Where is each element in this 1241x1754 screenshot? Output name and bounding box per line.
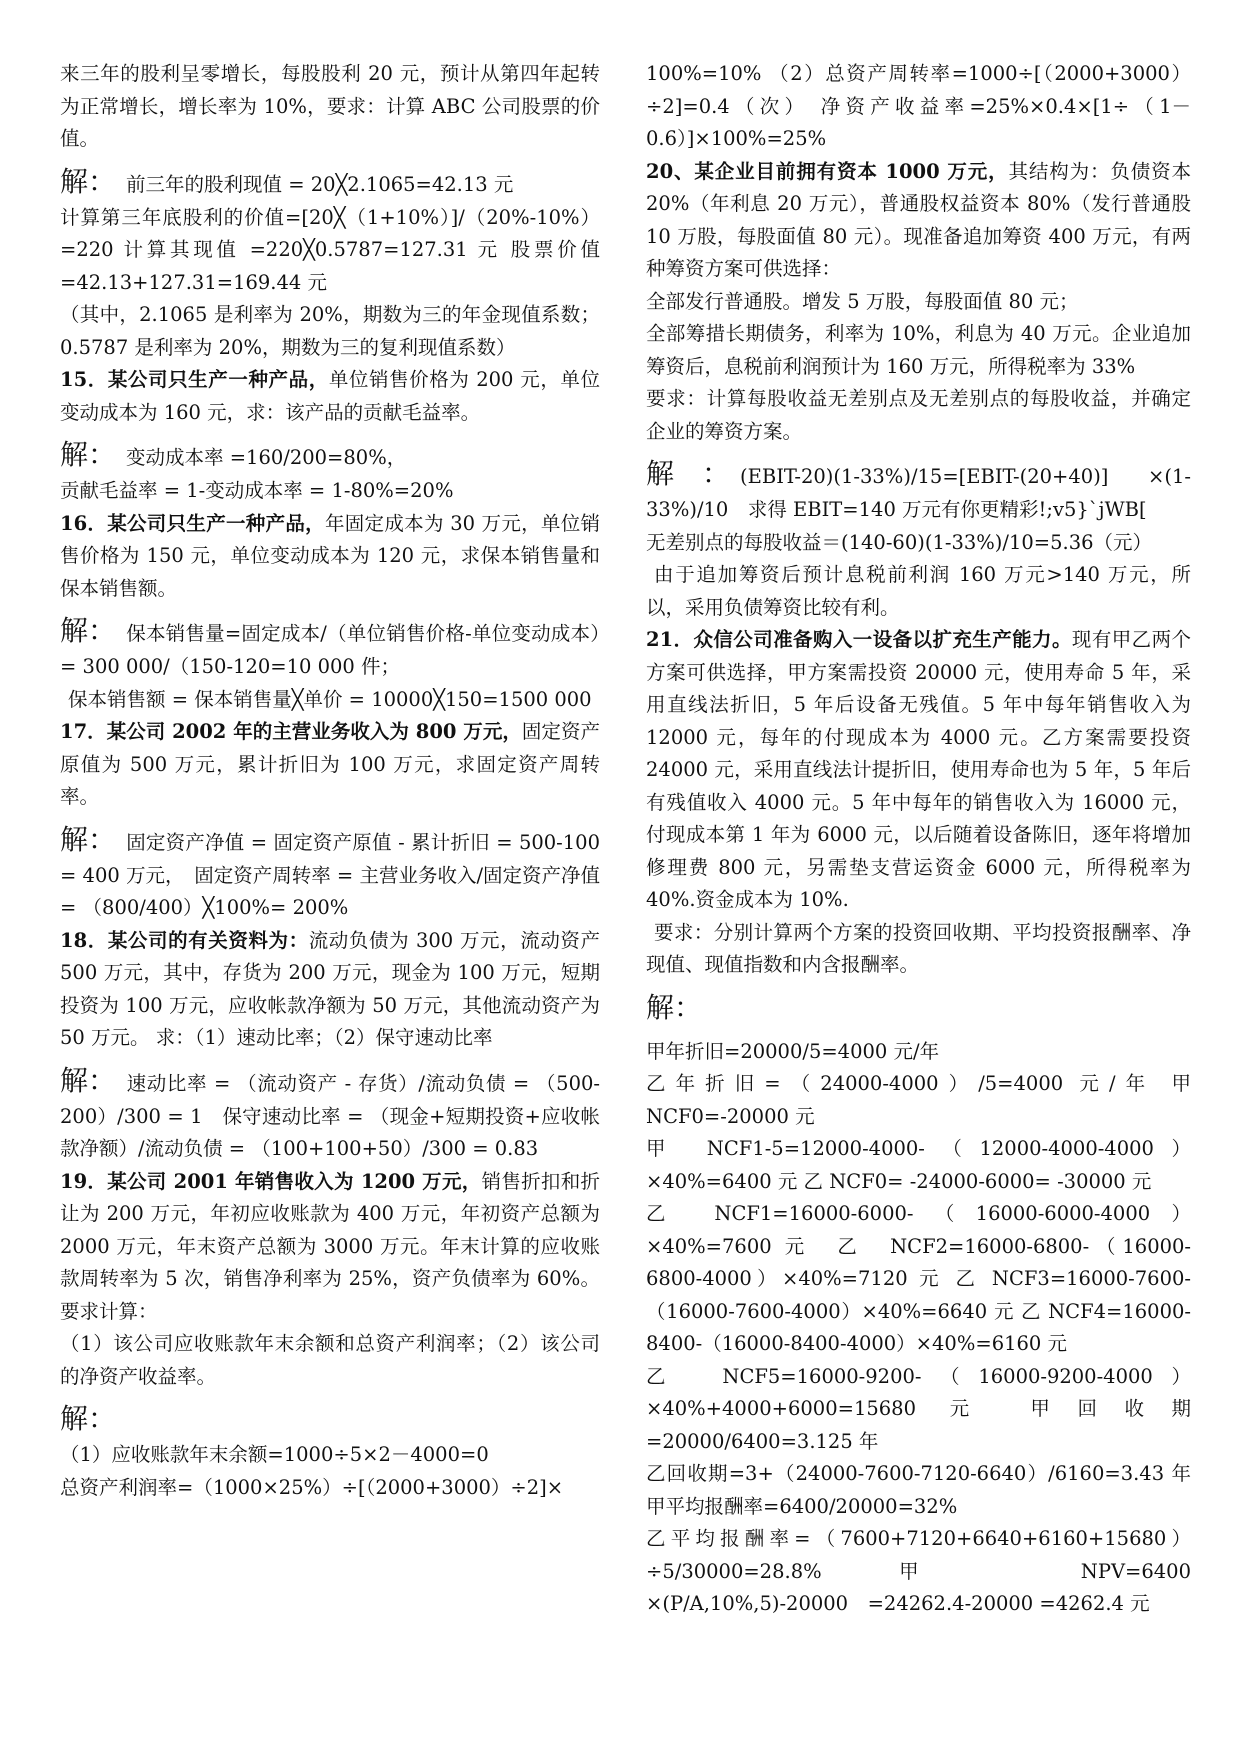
solution-line: 甲年折旧=20000/5=4000 元/年 bbox=[646, 1039, 940, 1063]
solution-line: 无差别点的每股收益＝(140-60)(1-33%)/10=5.36（元） bbox=[646, 530, 1153, 554]
question-heading: 15．某公司只生产一种产品， bbox=[60, 368, 329, 391]
question-18 bbox=[60, 925, 600, 1055]
option-a: 全部发行普通股。增发 5 万股，每股面值 80 元； bbox=[646, 289, 1079, 313]
solution-line: 保本销售额 = 保本销售量╳单价 = 10000╳150=1500 000 bbox=[68, 687, 592, 711]
solution-line: 速动比率 = （流动资产 - 存货）/流动负债 = （500-200）/300 = 1 保守速动比率 = （现金+短期投资+应收帐款净额）/流动负债 = （100+100+50）/300 = 0.83 bbox=[60, 1071, 600, 1160]
solution-line: 变动成本率 =160/200=80%， bbox=[126, 446, 407, 469]
question-heading: 19．某公司 2001 年销售收入为 1200 万元， bbox=[60, 1169, 482, 1193]
left-column bbox=[60, 58, 600, 1504]
solution-line: (EBIT-20)(1-33%)/15=[EBIT-(20+40)] ×(1-33%)/10 求得 EBIT=140 万元有你更精彩!;v5}`jWB[ bbox=[646, 465, 1191, 521]
q14-solution bbox=[60, 162, 600, 202]
solution-label: 解： bbox=[60, 1063, 117, 1097]
q16-solution bbox=[60, 611, 600, 684]
solution-label: 解： bbox=[60, 438, 117, 471]
q15-solution bbox=[60, 435, 600, 475]
question-text: 销售折扣和折让为 200 万元，年初应收账款为 400 万元，年初资产总额为 2000 万元，年末资产总额为 3000 万元。年末计算的应收账款周转率为 5 次，销售净利率为 25%，资产负债率为 60%。要求计算： bbox=[60, 1169, 600, 1323]
solution-line: 总资产利润率=（1000×25%）÷[（2000+3000）÷2]× bbox=[60, 1475, 564, 1499]
question-heading: 20、某企业目前拥有资本 1000 万元， bbox=[646, 159, 1009, 183]
q19-solution-continued: 100%=10% （2）总资产周转率=1000÷[（2000+3000）÷2]=0.4（次） 净资产收益率=25%×0.4×[1÷（1－0.6）]×100%=25% bbox=[646, 62, 1191, 150]
solution-line: 固定资产净值 = 固定资产原值 - 累计折旧 = 500-100 = 400 万元， 固定资产周转率 = 主营业务收入/固定资产净值 = （800/400）╳100%= 200% bbox=[60, 830, 601, 919]
question-21 bbox=[646, 624, 1191, 917]
solution-label: 解 ： bbox=[646, 457, 731, 490]
question-20 bbox=[646, 156, 1191, 286]
question-15 bbox=[60, 364, 600, 429]
question-text: 现有甲乙两个方案可供选择，甲方案需投资 20000 元，使用寿命 5 年，采用直线法折旧，5 年后设备无残值。5 年中每年销售收入为 12000 元，每年的付现成本为 4000 元。乙方案需要投资 24000 元，采用直线法计提折旧，使用寿命也为 5 年，5 年后有残值收入 4000 元。5 年中每年的销售收入为 16000 元，付现成本第 1 年为 6000 元，以后随着设备陈旧，逐年将增加修理费 800 元，另需垫支营运资金 6000 元，所得税率为 40%.资金成本为 10%. bbox=[646, 628, 1191, 911]
solution-label: 解： bbox=[60, 822, 117, 856]
question-requirement: 要求：分别计算两个方案的投资回收期、平均投资报酬率、净现值、现值指数和内含报酬率。 bbox=[646, 920, 1191, 976]
question-heading: 18．某公司的有关资料为： bbox=[60, 928, 309, 952]
solution-note: （其中，2.1065 是利率为 20%，期数为三的年金现值系数；0.5787 是利率为 20%，期数为三的复利现值系数） bbox=[60, 303, 600, 359]
question-heading: 21．众信公司准备购入一设备以扩充生产能力。 bbox=[646, 628, 1072, 651]
solution-line: 乙年折旧=（24000-4000）/5=4000 元/年 甲 NCF0=-20000 元 bbox=[646, 1072, 1191, 1128]
question-19 bbox=[60, 1166, 600, 1329]
q19-solution bbox=[60, 1399, 600, 1439]
solution-line: 乙 NCF1=16000-6000-（16000-6000-4000）×40%=7600 元 乙 NCF2=16000-6800-（16000-6800-4000）×40%=7120 元 乙 NCF3=16000-7600-（16000-7600-4000）×40%=6640 元 乙 NCF4=16000-8400-（16000-8400-4000）×40%=6160 元 bbox=[646, 1202, 1191, 1355]
q17-solution bbox=[60, 820, 600, 925]
question-19-sub: （1）该公司应收账款年末余额和总资产利润率；（2）该公司的净资产收益率。 bbox=[60, 1332, 600, 1388]
q18-solution bbox=[60, 1061, 600, 1166]
solution-line: 保本销售量=固定成本/（单位销售价格-单位变动成本）= 300 000/（150-120=10 000 件； bbox=[60, 622, 600, 678]
option-b: 全部筹措长期债务，利率为 10%，利息为 40 万元。企业追加筹资后，息税前利润预计为 160 万元，所得税率为 33% bbox=[646, 322, 1191, 378]
solution-line: 贡献毛益率 = 1-变动成本率 = 1-80%=20% bbox=[60, 479, 454, 502]
question-heading: 16．某公司只生产一种产品， bbox=[60, 511, 325, 535]
q14-continued-text: 来三年的股利呈零增长，每股股利 20 元，预计从第四年起转为正常增长，增长率为 10%，要求：计算 ABC 公司股票的价值。 bbox=[60, 62, 600, 150]
solution-label: 解： bbox=[60, 614, 117, 647]
q21-solution bbox=[646, 988, 1191, 1028]
solution-label: 解： bbox=[60, 1402, 117, 1435]
solution-line: 甲 NCF1-5=12000-4000-（12000-4000-4000）×40%=6400 元 乙 NCF0= -24000-6000= -30000 元 bbox=[646, 1137, 1191, 1193]
solution-line: 乙平均报酬率=（7600+7120+6640+6160+15680）÷5/30000=28.8% 甲 NPV=6400 ×(P/A,10%,5)-20000 =24262.4-20000 =4262.4 元 bbox=[646, 1527, 1211, 1615]
question-text: 年固定成本为 30 万元，单位销售价格为 150 元，单位变动成本为 120 元，求保本销售量和保本销售额。 bbox=[60, 511, 600, 600]
question-text: 流动负债为 300 万元，流动资产 500 万元，其中，存货为 200 万元，现金为 100 万元，短期投资为 100 万元，应收帐款净额为 50 万元，其他流动资产为 50 万元。 求：（1）速动比率；（2）保守速动比率 bbox=[60, 928, 600, 1049]
question-16 bbox=[60, 508, 600, 606]
solution-line: 乙回收期=3+（24000-7600-7120-6640）/6160=3.43 年 甲平均报酬率=6400/20000=32% bbox=[646, 1462, 1191, 1518]
right-column bbox=[646, 58, 1211, 1621]
question-heading: 17．某公司 2002 年的主营业务收入为 800 万元， bbox=[60, 720, 522, 743]
solution-line: 由于追加筹资后预计息税前利润 160 万元>140 万元，所以，采用负债筹资比较有利。 bbox=[646, 563, 1191, 619]
solution-line: 计算第三年底股利的价值=[20╳（1+10%）]/（20%-10%）=220 计算其现值 =220╳0.5787=127.31 元 股票价值=42.13+127.31=169.44 元 bbox=[60, 205, 600, 294]
solution-label: 解： bbox=[60, 164, 117, 198]
q20-solution bbox=[646, 454, 1191, 527]
question-text: 其结构为：负债资本 20%（年利息 20 万元），普通股权益资本 80%（发行普通股 10 万股，每股面值 80 元）。现准备追加筹资 400 万元，有两种筹资方案可供选择： bbox=[646, 159, 1191, 280]
question-requirement: 要求：计算每股收益无差别点及无差别点的每股收益，并确定企业的筹资方案。 bbox=[646, 387, 1191, 443]
solution-line: （1）应收账款年末余额=1000÷5×2－4000=0 bbox=[60, 1443, 489, 1466]
question-17 bbox=[60, 716, 600, 814]
solution-line: 前三年的股利现值 = 20╳2.1065=42.13 元 bbox=[126, 172, 514, 196]
question-text: 单位销售价格为 200 元，单位变动成本为 160 元，求：该产品的贡献毛益率。 bbox=[60, 368, 601, 424]
solution-label: 解： bbox=[646, 990, 703, 1024]
question-text: 固定资产原值为 500 万元，累计折旧为 100 万元，求固定资产周转率。 bbox=[60, 720, 600, 808]
solution-line: 乙 NCF5=16000-9200-（16000-9200-4000）×40%+4000+6000=15680 元 甲回收期=20000/6400=3.125 年 bbox=[646, 1364, 1191, 1453]
